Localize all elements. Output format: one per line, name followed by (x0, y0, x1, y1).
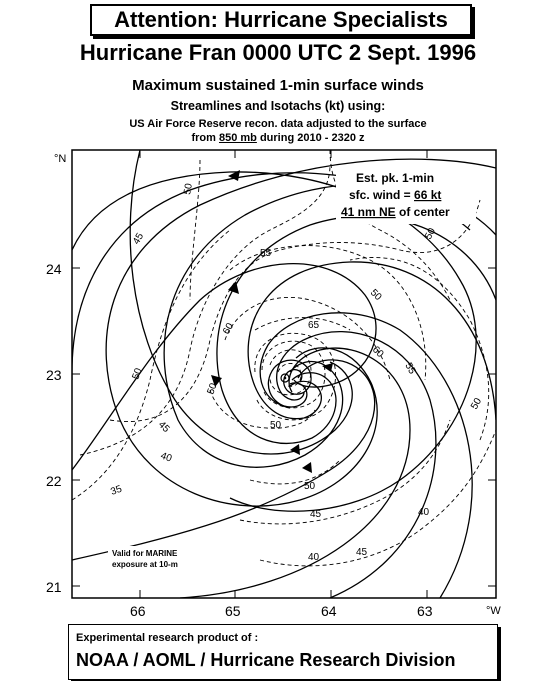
peak-wind-value: 66 kt (414, 188, 442, 202)
isotach-label: 45 (356, 547, 368, 558)
footer-organization: NOAA / AOML / Hurricane Research Division (76, 650, 456, 670)
isotach-50 (190, 160, 200, 300)
peak-wind-note (336, 166, 476, 224)
subtitle-streamlines: Streamlines and Isotachs (kt) using: (170, 99, 386, 113)
isotach-label: 40 (418, 507, 430, 518)
valid-line2: exposure at 10-m (112, 560, 178, 569)
isotach-label: 40 (158, 450, 174, 465)
valid-line1: Valid for MARINE (112, 549, 178, 558)
lon-tick-label: 64 (321, 603, 337, 619)
note-line3-prefix: 41 nm NE (341, 205, 396, 219)
lat-tick-label: 22 (46, 473, 62, 489)
isotach-label: 50 (469, 396, 485, 412)
isotach-label: 60 (369, 344, 386, 360)
isotach-label: 45 (131, 231, 147, 247)
isotach-label: 50 (205, 381, 220, 397)
note-line1: Est. pk. 1-min (356, 171, 435, 185)
lon-unit-label: °W (486, 605, 501, 617)
isotach-50c (210, 390, 315, 428)
isotach-label: 45 (310, 509, 322, 520)
subtitle-data-source: US Air Force Reserve recon. data adjusted to the surface (129, 118, 427, 130)
lat-tick-label: 23 (46, 367, 62, 383)
streamline-3 (217, 216, 496, 443)
isotach-label: 50 (130, 366, 145, 382)
isotach-label: 50 (270, 420, 282, 431)
arrow-4 (290, 444, 300, 455)
isotach-50b (350, 258, 489, 441)
isotach-label: 50 (367, 287, 384, 303)
isotach-label: 35 (109, 483, 124, 498)
note-line3-suffix: of center (395, 205, 450, 219)
note-line2-prefix: sfc. wind = (349, 188, 415, 202)
lon-tick-label: 65 (225, 603, 241, 619)
isotach-label: 50 (423, 226, 439, 242)
lat-tick-label: 24 (46, 261, 62, 277)
isotach-label: 55 (402, 361, 418, 377)
lat-unit-label: °N (54, 153, 67, 165)
footer-credit-line: Experimental research product of : (76, 632, 259, 644)
streamline-10 (130, 150, 352, 454)
arrow-5 (302, 462, 312, 473)
isotach-label: 50 (182, 182, 195, 196)
isotach-label: 45 (155, 419, 172, 435)
isotach-label: 60 (221, 321, 237, 337)
note-line3 (341, 205, 450, 219)
attention-text: Attention: Hurricane Specialists (114, 7, 448, 32)
isotach-label: 40 (308, 552, 320, 563)
lon-tick-label: 63 (417, 603, 433, 619)
lat-tick-label: 21 (46, 579, 62, 595)
lon-tick-label: 66 (130, 603, 146, 619)
isotach-label: 65 (308, 320, 320, 331)
note-line2 (349, 188, 441, 202)
subtitle-time-prefix: from (191, 132, 219, 144)
subtitle-winds: Maximum sustained 1-min surface winds (132, 77, 424, 94)
streamline-2 (164, 184, 496, 467)
valid-note (108, 546, 188, 570)
subtitle-level: 850 mb (218, 132, 257, 144)
isotach-label: 55 (260, 248, 272, 259)
page-title: Hurricane Fran 0000 UTC 2 Sept. 1996 (79, 40, 477, 65)
subtitle-time-suffix: during 2010 - 2320 z (256, 132, 365, 144)
isotach-label: 50 (304, 481, 316, 492)
streamline-8 (72, 360, 375, 560)
